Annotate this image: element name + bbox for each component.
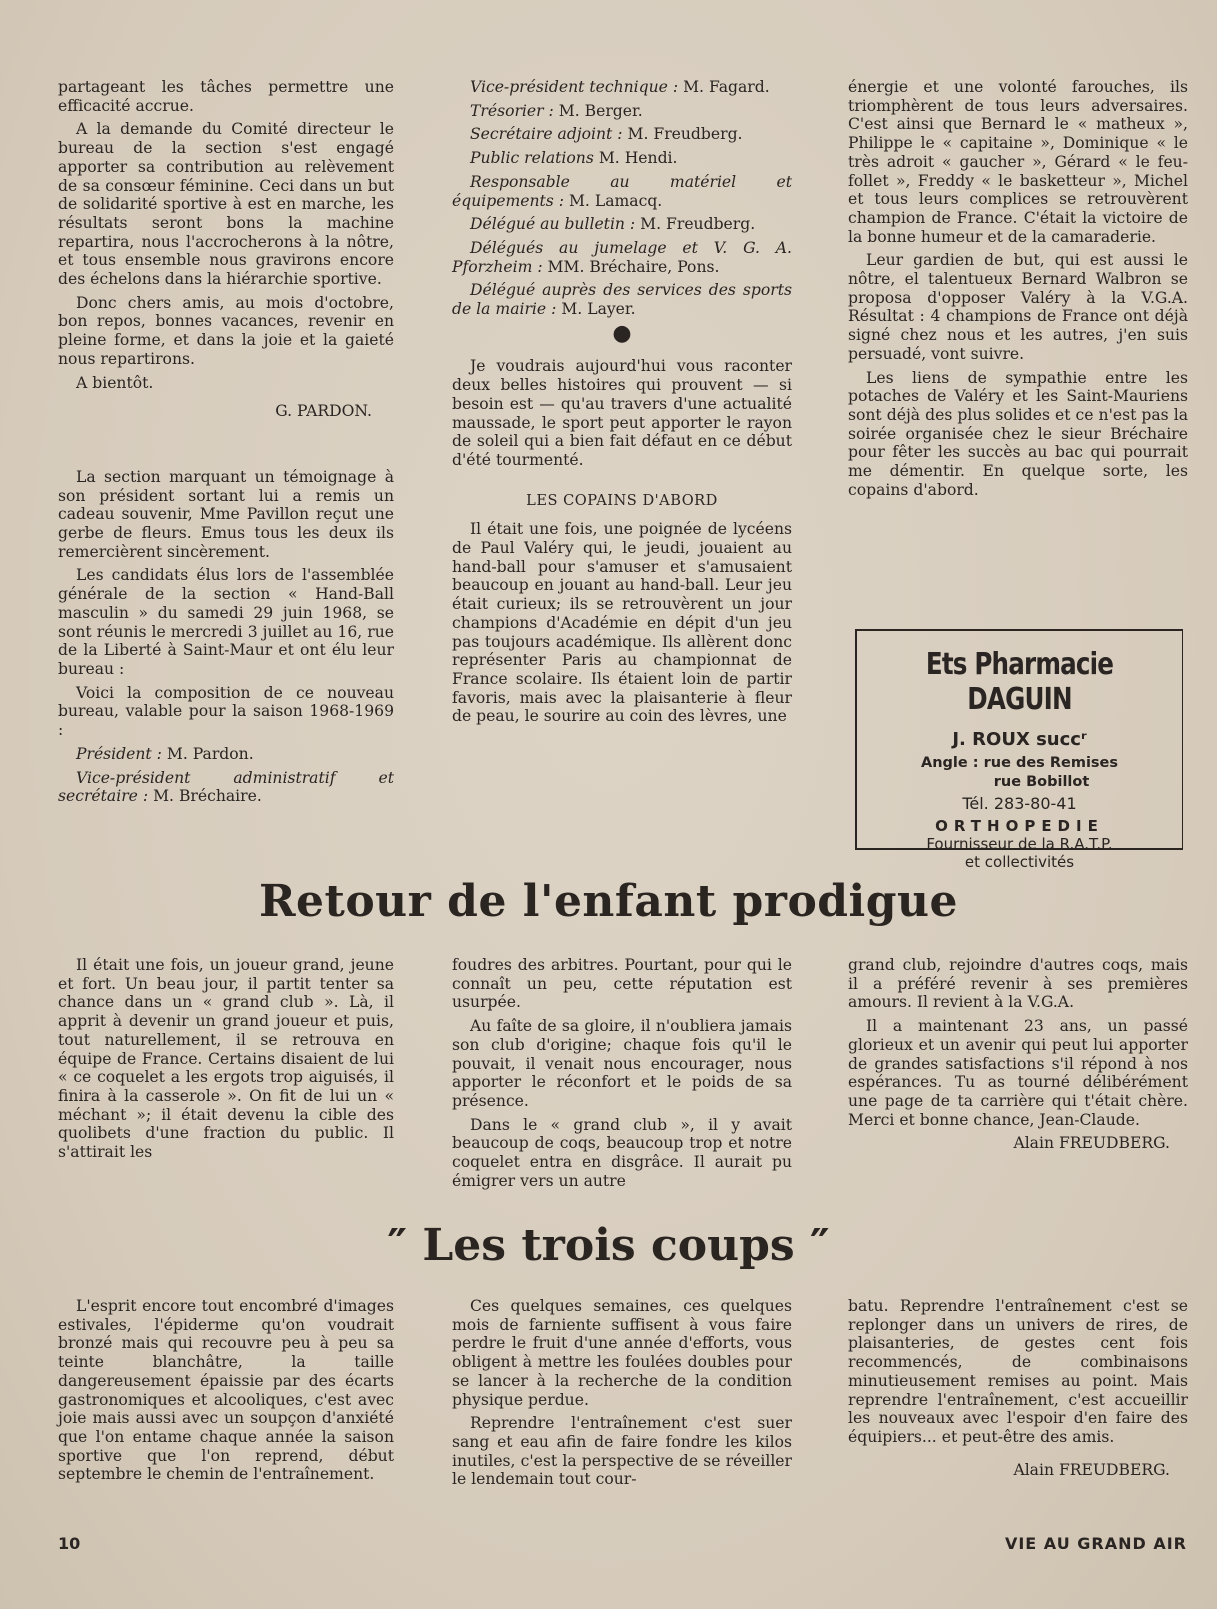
role-title: Trésorier : bbox=[470, 101, 554, 120]
role-name: MM. Bréchaire, Pons. bbox=[547, 257, 720, 276]
ad-supplier-line-2: et collectivités bbox=[964, 853, 1075, 871]
section-title: LES COPAINS D'ABORD bbox=[526, 491, 718, 509]
publication-name: VIE AU GRAND AIR bbox=[1004, 1534, 1187, 1553]
paragraph: Je voudrais aujourd'hui vous raconter deux belles histoires qui prouvent — si besoin est — qu'au travers d'une actualité maussade, le sport peut apporter le rayon de soleil qui a bien fait défaut en ce début d'été tourmenté. bbox=[452, 357, 792, 469]
page-number: 10 bbox=[58, 1534, 81, 1553]
role-title: Public relations bbox=[470, 149, 594, 168]
role-title: Délégué au bulletin : bbox=[470, 215, 636, 234]
paragraph: Il a maintenant 23 ans, un passé glorieux et un avenir qui peut lui apporter de grandes satisfactions s'il répond à nos espérances. Tu as tourné délibérément une page de ta carrière qui t'était chère. Merci et bonne chance, Jean-Claude. bbox=[848, 1017, 1188, 1129]
role-line bbox=[452, 102, 792, 121]
role-name: M. Fagard. bbox=[683, 78, 770, 96]
role-line bbox=[452, 215, 792, 234]
role-line bbox=[452, 239, 792, 276]
top-column-3 bbox=[848, 78, 1188, 504]
role-name: M. Lamacq. bbox=[568, 191, 663, 210]
article2-column-1 bbox=[58, 956, 394, 1167]
pharmacy-advertisement bbox=[855, 629, 1183, 871]
paragraph: L'esprit encore tout encombré d'images estivales, l'épiderme qu'on voudrait bronzé mais qui recouvre peu à peu sa teinte blanchâtre, la taille dangereusement épaissie par des écarts gastronomiques et alcooliques, c'est avec joie mais aussi avec un soupçon d'anxiété que l'on entame chaque année la saison sportive que l'on reprend, début septembre le chemin de l'entraînement. bbox=[58, 1297, 394, 1484]
paragraph: La section marquant un témoignage à son président sortant lui a remis un cadeau souvenir, Mme Pavillon reçut une gerbe de fleurs. Emus tous les deux ils remercièrent sincèrement. bbox=[58, 467, 394, 561]
ad-specialty: ORTHOPEDIE bbox=[935, 817, 1104, 835]
paragraph: Donc chers amis, au mois d'octobre, bon repos, bonnes vacances, revenir en pleine forme, et dans la joie et la gaieté nous repartirons. bbox=[58, 293, 394, 368]
paragraph: Dans le « grand club », il y avait beaucoup de coqs, beaucoup trop et notre coquelet entra en disgrâce. Il aurait pu émigrer vers un autre bbox=[452, 1115, 792, 1190]
role-line bbox=[452, 78, 792, 97]
role-line bbox=[58, 745, 394, 764]
article-headline-enfant-prodigue: Retour de l'enfant prodigue bbox=[258, 876, 959, 927]
role-name: M. Freudberg. bbox=[640, 215, 756, 234]
bullet-separator: ● bbox=[612, 320, 632, 346]
ad-successor: J. ROUX succʳ bbox=[952, 729, 1087, 750]
role-title: Président : bbox=[76, 744, 162, 763]
signature: Alain FREUDBERG. bbox=[1013, 1460, 1170, 1479]
role-title: Vice-président administratif et secrétaire : bbox=[58, 768, 394, 806]
paragraph: Au faîte de sa gloire, il n'oubliera jamais son club d'origine; chaque fois qu'il le pouvait, il venait nous encourager, nous apporter le réconfort et le poids de sa présence. bbox=[452, 1017, 792, 1110]
paragraph: Les candidats élus lors de l'assemblée générale de la section « Hand-Ball masculin » du samedi 29 juin 1968, se sont réunis le mercredi 3 juillet au 16, rue de la Liberté à Saint-Maur et ont élu leur bureau : bbox=[58, 566, 394, 678]
top-column-2 bbox=[452, 78, 792, 731]
role-line bbox=[452, 125, 792, 144]
role-name: M. Berger. bbox=[558, 101, 643, 120]
paragraph: A la demande du Comité directeur le bureau de la section s'est engagé apporter sa contribution au relèvement de sa consœur féminine. Ceci dans un but de solidarité sportive à est en marche, les résultats seront bons la machine repartira, nous l'accrocherons à la nôtre, et tous ensemble nous gravirons encore des échelons dans la hiérarchie sportive. bbox=[58, 120, 394, 289]
role-line bbox=[452, 149, 792, 168]
ad-phone: Tél. 283-80-41 bbox=[962, 794, 1077, 813]
role-title: Secrétaire adjoint : bbox=[470, 125, 623, 144]
paragraph: Ces quelques semaines, ces quelques mois de farniente suffisent à vous faire perdre le fruit d'une année d'efforts, vous obligent à mettre les foulées doubles pour se lancer à la recherche de la condition physique perdue. bbox=[452, 1297, 792, 1409]
paragraph: partageant les tâches permettre une efficacité accrue. bbox=[58, 78, 394, 115]
paragraph: batu. Reprendre l'entraînement c'est se replonger dans un univers de rires, de plaisanteries, de gestes cent fois recommencés, de combinaisons minutieusement remises au point. Mais reprendre l'entraînement, c'est accueillir les nouveaux avec l'espoir d'en faire des équipiers... et peut-être des amis. bbox=[848, 1297, 1188, 1446]
paragraph: Les liens de sympathie entre les potaches de Valéry et les Saint-Mauriens sont déjà des plus solides et ce n'est pas la soirée organisée chez le sieur Bréchaire pour fêter les succès au bac qui pourrait me démentir. En quelque sorte, les copains d'abord. bbox=[848, 368, 1188, 499]
paragraph: Reprendre l'entraînement c'est suer sang et eau afin de faire fondre les kilos inutiles, c'est la perspective de se réveiller le lendemain tout cour- bbox=[452, 1414, 792, 1489]
signature: G. PARDON. bbox=[275, 402, 372, 421]
paragraph: Leur gardien de but, qui est aussi le nôtre, el talentueux Bernard Walbron se proposa d'opposer Valéry à la V.G.A. Résultat : 4 champions de France ont déjà signé chez nous et les autres, j'en suis persuadé, vont suivre. bbox=[848, 251, 1188, 363]
role-title: Responsable au matériel et équipements : bbox=[452, 172, 792, 210]
role-name: M. Pardon. bbox=[166, 744, 254, 763]
paragraph: foudres des arbitres. Pourtant, pour qui le connaît un peu, cette réputation est usurpée. bbox=[452, 956, 792, 1012]
role-name: M. Hendi. bbox=[598, 149, 678, 168]
paragraph: Voici la composition de ce nouveau bureau, valable pour la saison 1968-1969 : bbox=[58, 683, 394, 740]
article3-column-2 bbox=[452, 1297, 792, 1494]
paragraph: Il était une fois, un joueur grand, jeune et fort. Un beau jour, il partit tenter sa chance dans un « grand club ». Là, il apprit à devenir un grand joueur et puis, tout naturellement, il se retrouva en équipe de France. Certains disaient de lui « ce coquelet a les ergots trop aiguisés, il finira à la casserole ». On fit de lui un « méchant »; il était devenu la cible des quolibets d'une fraction du public. Il s'attirait les bbox=[58, 956, 394, 1162]
role-name: M. Freudberg. bbox=[627, 125, 743, 144]
role-name: M. Layer. bbox=[561, 300, 636, 319]
ad-business-name: Ets Pharmacie DAGUIN bbox=[925, 647, 1114, 717]
article-headline-trois-coups: ″ Les trois coups ″ bbox=[387, 1220, 830, 1271]
article2-column-2 bbox=[452, 956, 792, 1195]
role-name: M. Bréchaire. bbox=[153, 787, 262, 806]
top-column-1 bbox=[58, 78, 394, 811]
ad-address-line-2: rue Bobillot bbox=[993, 774, 1090, 790]
article3-column-1 bbox=[58, 1297, 394, 1489]
article3-column-3 bbox=[848, 1297, 1188, 1484]
role-line bbox=[452, 173, 792, 210]
signature: Alain FREUDBERG. bbox=[1013, 1134, 1170, 1153]
paragraph: grand club, rejoindre d'autres coqs, mais il a préféré revenir à ses premières amours. Il revient à la V.G.A. bbox=[848, 956, 1188, 1012]
paragraph: énergie et une volonté farouches, ils triomphèrent de tous leurs adversaires. C'est ainsi que Bernard le « matheux », Philippe le « capitaine », Dominique « le très adroit « gaucher », Gérard « le feu-follet », Freddy « le basketteur », Michel et tous leurs complices se retrouvèrent champion de France. C'était la victoire de la bonne humeur et de la camaraderie. bbox=[848, 78, 1188, 246]
role-line bbox=[58, 769, 394, 806]
ad-address-line-1: Angle : rue des Remises bbox=[920, 755, 1119, 771]
spacer bbox=[58, 426, 394, 468]
article2-column-3 bbox=[848, 956, 1188, 1158]
role-title: Délégué auprès des services des sports de la mairie : bbox=[452, 281, 792, 319]
ad-supplier-line-1: Fournisseur de la R.A.T.P. bbox=[926, 835, 1113, 853]
paragraph: A bientôt. bbox=[76, 373, 154, 392]
role-title: Délégués au jumelage et V. G. A. Pforzheim : bbox=[452, 238, 792, 276]
role-title: Vice-président technique : bbox=[470, 78, 679, 96]
paragraph: Il était une fois, une poignée de lycéens de Paul Valéry qui, le jeudi, jouaient au hand-ball pour s'amuser et s'amusaient beaucoup en jouant au hand-ball. Leur jeu était curieux; ils se retrouvèrent un jour champions d'Académie en dépit d'un jeu pas toujours académique. Ils allèrent donc représenter Paris au championnat de France scolaire. Ils étaient loin de partir favoris, mais avec la plaisanterie à fleur de peau, le sourire au coin des lèvres, une bbox=[452, 520, 792, 726]
role-line bbox=[452, 281, 792, 318]
